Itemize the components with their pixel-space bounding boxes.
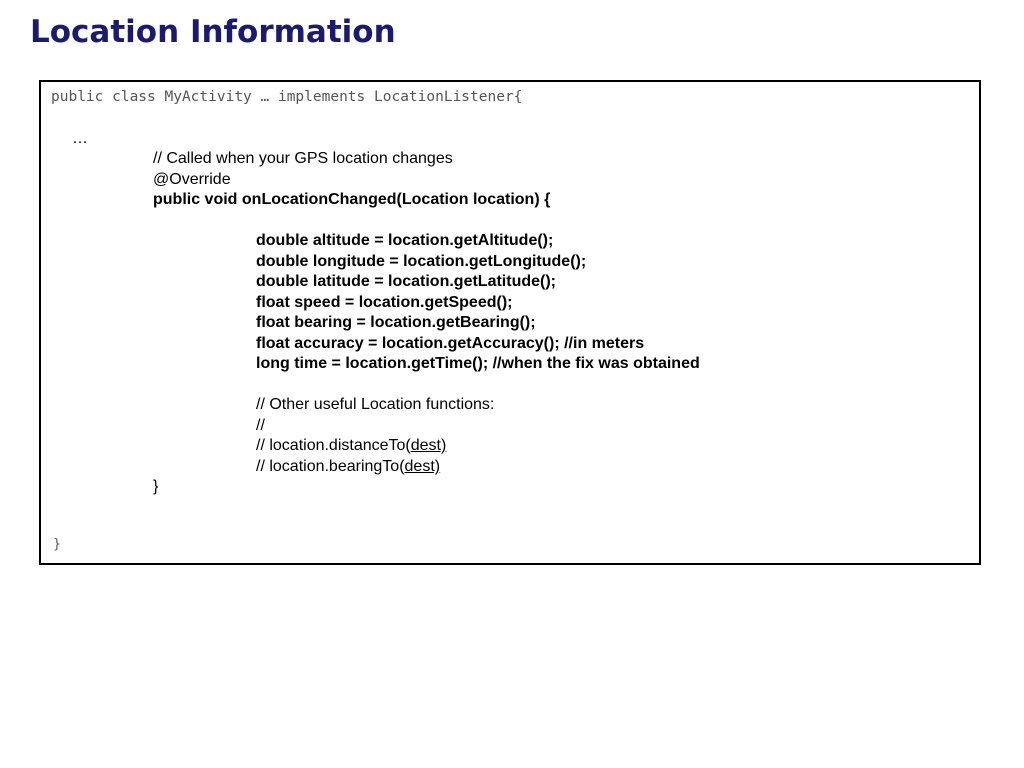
slide-title: Location Information <box>30 14 396 50</box>
distance-prefix: // location.distanceTo( <box>256 437 411 454</box>
blank-comment-line: // <box>256 417 265 434</box>
method-close-brace: } <box>153 478 159 495</box>
time-line: long time = location.getTime(); //when the fix was obtained <box>256 355 700 372</box>
bearing-prefix: // location.bearingTo( <box>256 458 405 475</box>
accuracy-code: float accuracy = location.getAccuracy(); // <box>256 335 573 352</box>
gps-comment-line: // Called when your GPS location changes <box>153 150 453 167</box>
distance-to-line <box>256 437 446 455</box>
class-close-brace: } <box>53 537 61 552</box>
method-signature-line: public void onLocationChanged(Location location) { <box>153 191 551 208</box>
accuracy-line <box>256 335 644 353</box>
bearing-arg: dest) <box>404 458 441 475</box>
longitude-line: double longitude = location.getLongitude(); <box>256 253 587 270</box>
other-functions-comment-line: // Other useful Location functions: <box>256 396 495 413</box>
code-listing-box <box>39 80 981 565</box>
accuracy-comment: in meters <box>573 335 645 352</box>
altitude-line: double altitude = location.getAltitude(); <box>256 232 554 249</box>
ellipsis-line: … <box>72 130 88 147</box>
distance-arg: dest) <box>410 437 447 454</box>
bearing-to-line <box>256 458 440 476</box>
bearing-line: float bearing = location.getBearing(); <box>256 314 536 331</box>
latitude-line: double latitude = location.getLatitude(); <box>256 273 556 290</box>
class-declaration-line: public class MyActivity … implements LocationListener{ <box>51 89 523 105</box>
speed-line: float speed = location.getSpeed(); <box>256 294 513 311</box>
override-annotation-line: @Override <box>153 171 231 188</box>
